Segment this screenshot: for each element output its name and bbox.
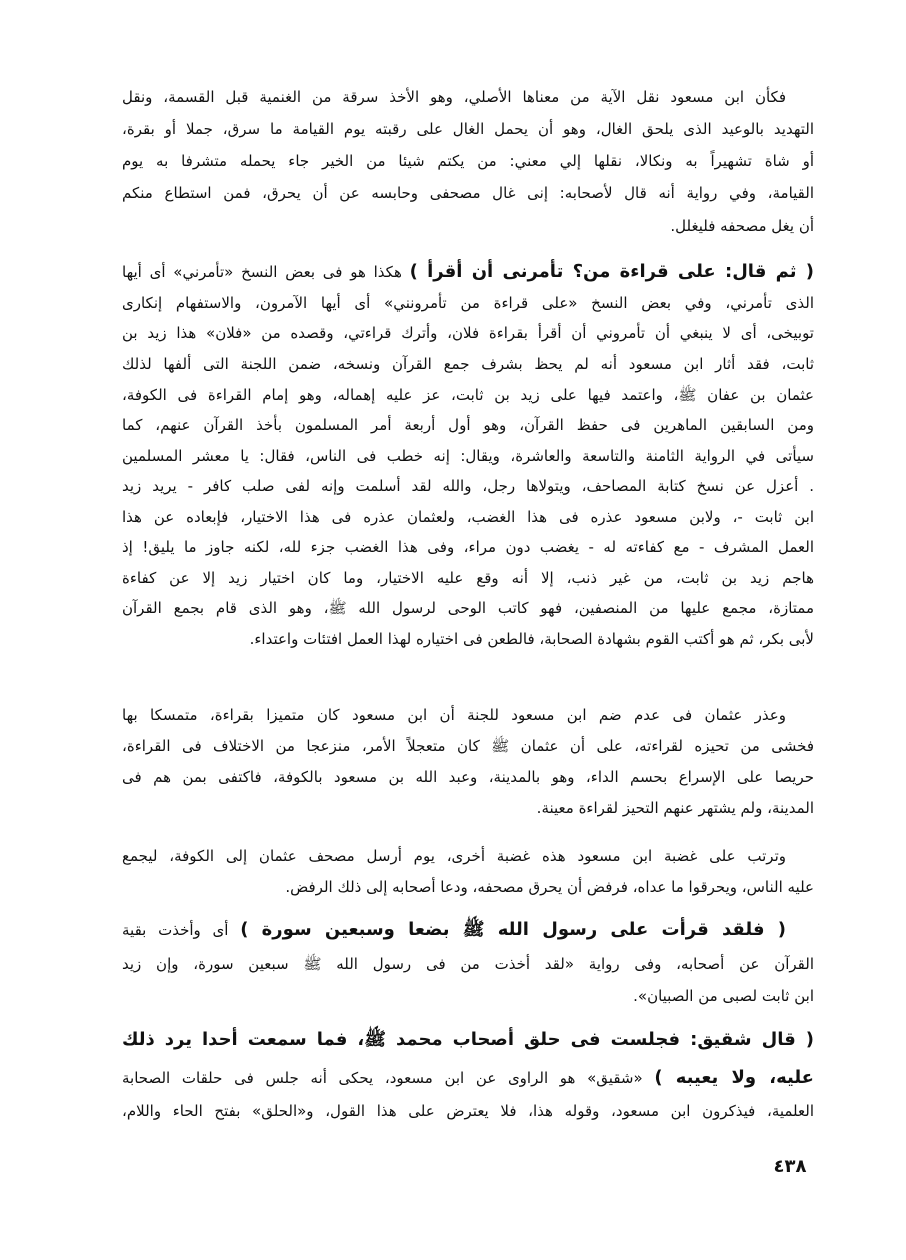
paragraph-2-line-2: الذى تأمرني، وفي بعض النسخ «على قراءة من تأمرونني» أى أيها الآمرون، والاستفهام إنكارى <box>122 294 814 312</box>
paragraph-1-line-1: فكأن ابن مسعود نقل الآية من معناها الأصلي، وهو الأخذ سرقة من الغنمية قبل القسمة، ونقل <box>122 88 786 106</box>
paragraph-6-line-2 <box>122 1063 814 1093</box>
paragraph-2-line-10: العمل المشرف - مع كفاءته له - يغضب دون مراء، وفى هذا الغضب جزء لله، لكنه جاوز ما يليق! إذ <box>122 538 814 556</box>
paragraph-3-line-4: المدينة، ولم يشتهر عنهم التحيز لقراءة معينة. <box>536 799 814 817</box>
page-number: ٤٣٨ <box>773 1156 807 1177</box>
paragraph-2-line-7: سيأتى في الرواية الثامنة والتاسعة والعاشرة، ويقال: إنه خطب فى الناس، فقال: يا معشر المسلمين <box>122 447 814 465</box>
paragraph-1-line-3: أو شاة تشهيراً به ونكالا، نقلها إلي معني: من يكتم شيئا من الخير جاء يحمله متشرفا به يوم <box>122 152 814 170</box>
paragraph-5-line-1 <box>122 915 786 945</box>
paragraph-5-line-3: ابن ثابت لصبى من الصبيان». <box>633 987 814 1005</box>
paragraph-1-line-5: أن يغل مصحفه فليغلل. <box>670 217 814 235</box>
paragraph-3-line-2: فخشى من تحيزه لقراءته، على أن عثمان ﷺ كان متعجلاً الأمر، منزعجا من الاختلاف فى القراءة، <box>122 737 814 755</box>
paragraph-4-line-1: وترتب على غضبة ابن مسعود هذه غضبة أخرى، يوم أرسل مصحف عثمان إلى الكوفة، ليجمع <box>122 847 786 865</box>
paragraph-3-line-1: وعذر عثمان فى عدم ضم ابن مسعود للجنة أن ابن مسعود كان متميزا بقراءة، متمسكا بها <box>122 706 786 724</box>
paragraph-3-line-3: حريصا على الإسراع بحسم الداء، وهو بالمدينة، وعبد الله بن مسعود بالكوفة، فاكتفى بمن هم فى <box>122 768 814 786</box>
paragraph-2-line-11: هاجم زيد بن ثابت، من غير ذنب، إلا أنه وقع عليه الاختيار، وما كان اختيار زيد إلا عن كفاءة <box>122 569 814 587</box>
paragraph-1-line-2: التهديد بالوعيد الذى يلحق الغال، وهو أن يحمل الغال على رقبته يوم القيامة ما سرق، جملا أو بقرة، <box>122 120 814 138</box>
paragraph-2-line-6: ومن السابقين الماهرين فى حفظ القرآن، وهو أول أربعة أمر المسلمون بأخذ القرآن عنهم، كما <box>122 416 814 434</box>
paragraph-6-line-3: العلمية، فيذكرون ابن مسعود، وقوله هذا، فلا يعترض على هذا القول، و«الحلق» بفتح الحاء واللام، <box>122 1102 814 1120</box>
commentary-text: أى وأخذت بقية <box>122 921 229 939</box>
paragraph-2-line-1 <box>122 257 814 287</box>
paragraph-2-line-3: توبيخى، أى لا ينبغي أن تأمروني أن أقرأ بقراءة فلان، وأترك قراءتي، وقصده من «فلان» هذا زيد بن <box>122 324 814 342</box>
paragraph-1-line-4: القيامة، وفي رواية أنه قال لأصحابه: إنى غال مصحفى وحابسه عن أن يحرق، فمن استطاع منكم <box>122 184 814 202</box>
quoted-hadith-heading-continued: عليه، ولا يعيبه ) <box>654 1067 814 1088</box>
quoted-hadith-heading: ( ثم قال: على قراءة من؟ تأمرنى أن أقرأ ) <box>409 261 814 282</box>
paragraph-2-line-12: ممتازة، مجمع عليها من المنصفين، فهو كاتب الوحى لرسول الله ﷺ، وهو الذى قام بجمع القرآن <box>122 599 814 617</box>
paragraph-4-line-2: عليه الناس، ويحرقوا ما عداه، فرفض أن يحرق مصحفه، ودعا أصحابه إلى ذلك الرفض. <box>285 878 814 896</box>
paragraph-2-line-13: لأبى بكر، ثم هو أكتب القوم بشهادة الصحابة، فالطعن فى اختياره لهذا العمل افتئات واعتداء. <box>249 630 814 648</box>
paragraph-5-line-2: القرآن عن أصحابه، وفى رواية «لقد أخذت من فى رسول الله ﷺ سبعين سورة، وإن زيد <box>122 955 814 973</box>
quoted-hadith-heading: ( قال شقيق: فجلست فى حلق أصحاب محمد ﷺ، فما سمعت أحدا يرد ذلك <box>122 1029 814 1050</box>
paragraph-6-line-1 <box>122 1025 814 1055</box>
paragraph-2-line-5: عثمان بن عفان ﷺ، واعتمد فيها على زيد بن ثابت، عز عليه إهماله، وهو إمام القراءة فى الكوفة، <box>122 386 814 404</box>
paragraph-2-line-8: . أعزل عن نسخ كتابة المصاحف، ويتولاها رجل، والله لقد أسلمت وإنه لفى صلب كافر - يريد زيد <box>122 477 814 495</box>
commentary-text: هكذا هو فى بعض النسخ «تأمرني» أى أيها <box>122 263 402 281</box>
quoted-hadith-heading: ( فلقد قرأت على رسول الله ﷺ بضعا وسبعين سورة ) <box>240 919 786 940</box>
paragraph-2-line-4: ثابت، فقد أثار ابن مسعود أنه لم يحظ بشرف جمع القرآن ونسخه، ضمن اللجنة التى ألفها لذلك <box>122 355 814 373</box>
paragraph-2-line-9: ابن ثابت -، ولابن مسعود عذره فى هذا الغضب، ولعثمان عذره فى هذا الاختيار، فإبعاده عن هذا <box>122 508 814 526</box>
commentary-text: «شقيق» هو الراوى عن ابن مسعود، يحكى أنه جلس فى حلقات الصحابة <box>122 1069 643 1087</box>
